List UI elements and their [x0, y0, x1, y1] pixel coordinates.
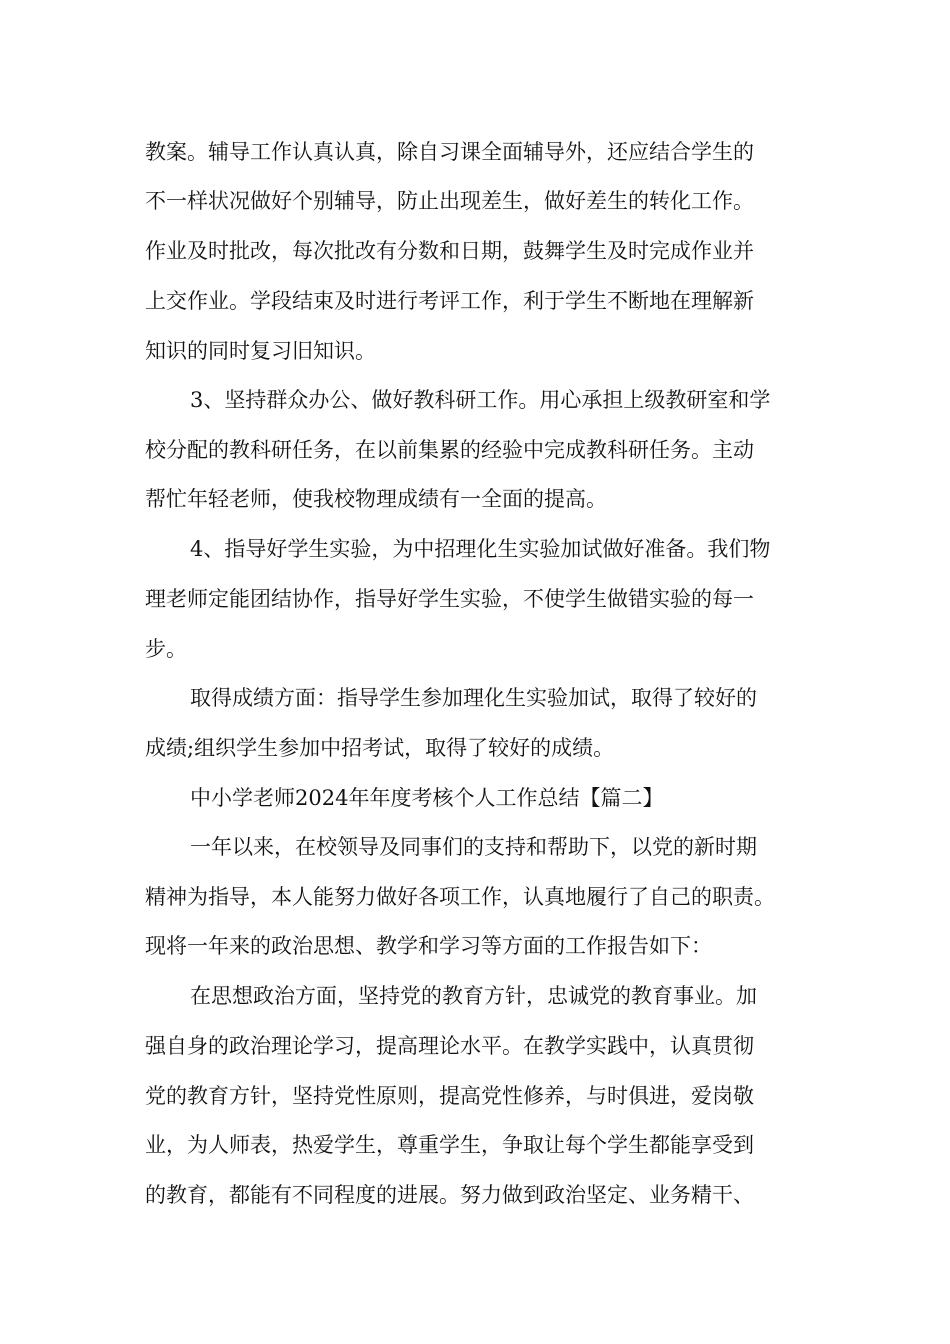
paragraph-line: 的教育，都能有不同程度的进展。努力做到政治坚定、业务精干、 — [145, 1183, 754, 1207]
paragraph-line: 4、指导好学生实验，为中招理化生实验加试做好准备。我们物 — [190, 537, 771, 561]
paragraph-line: 党的教育方针，坚持党性原则，提高党性修养，与时俱进，爱岗敬 — [145, 1084, 754, 1108]
paragraph-line: 3、坚持群众办公、做好教科研工作。用心承担上级教研室和学 — [190, 388, 771, 412]
paragraph-line: 作业及时批改，每次批改有分数和日期，鼓舞学生及时完成作业并 — [145, 239, 754, 263]
paragraph-line: 成绩;组织学生参加中招考试，取得了较好的成绩。 — [145, 736, 615, 760]
paragraph-line: 上交作业。学段结束及时进行考评工作，利于学生不断地在理解新 — [145, 289, 754, 313]
paragraph-line: 取得成绩方面：指导学生参加理化生实验加试，取得了较好的 — [190, 686, 757, 710]
paragraph-line: 现将一年来的政治思想、教学和学习等方面的工作报告如下： — [145, 934, 712, 958]
paragraph-line: 知识的同时复习旧知识。 — [145, 339, 376, 363]
paragraph-line: 在思想政治方面，坚持党的教育方针，忠诚党的教育事业。加 — [190, 984, 757, 1008]
paragraph-line: 帮忙年轻老师，使我校物理成绩有一全面的提高。 — [145, 487, 607, 511]
paragraph-line: 步。 — [145, 637, 187, 661]
section-heading: 中小学老师2024年年度考核个人工作总结【篇二】 — [190, 786, 664, 810]
paragraph-line: 理老师定能团结协作，指导好学生实验，不使学生做错实验的每一 — [145, 587, 754, 611]
paragraph-line: 业，为人师表，热爱学生，尊重学生，争取让每个学生都能享受到 — [145, 1133, 754, 1157]
paragraph-line: 校分配的教科研任务，在以前集累的经验中完成教科研任务。主动 — [145, 438, 754, 462]
paragraph-line: 强自身的政治理论学习，提高理论水平。在教学实践中，认真贯彻 — [145, 1034, 754, 1058]
paragraph-line: 不一样状况做好个别辅导，防止出现差生，做好差生的转化工作。 — [145, 189, 754, 213]
paragraph-line: 教案。辅导工作认真认真，除自习课全面辅导外，还应结合学生的 — [145, 140, 754, 164]
paragraph-line: 一年以来，在校领导及同事们的支持和帮助下，以党的新时期 — [190, 835, 757, 859]
paragraph-line: 精神为指导，本人能努力做好各项工作，认真地履行了自己的职责。 — [145, 885, 775, 909]
